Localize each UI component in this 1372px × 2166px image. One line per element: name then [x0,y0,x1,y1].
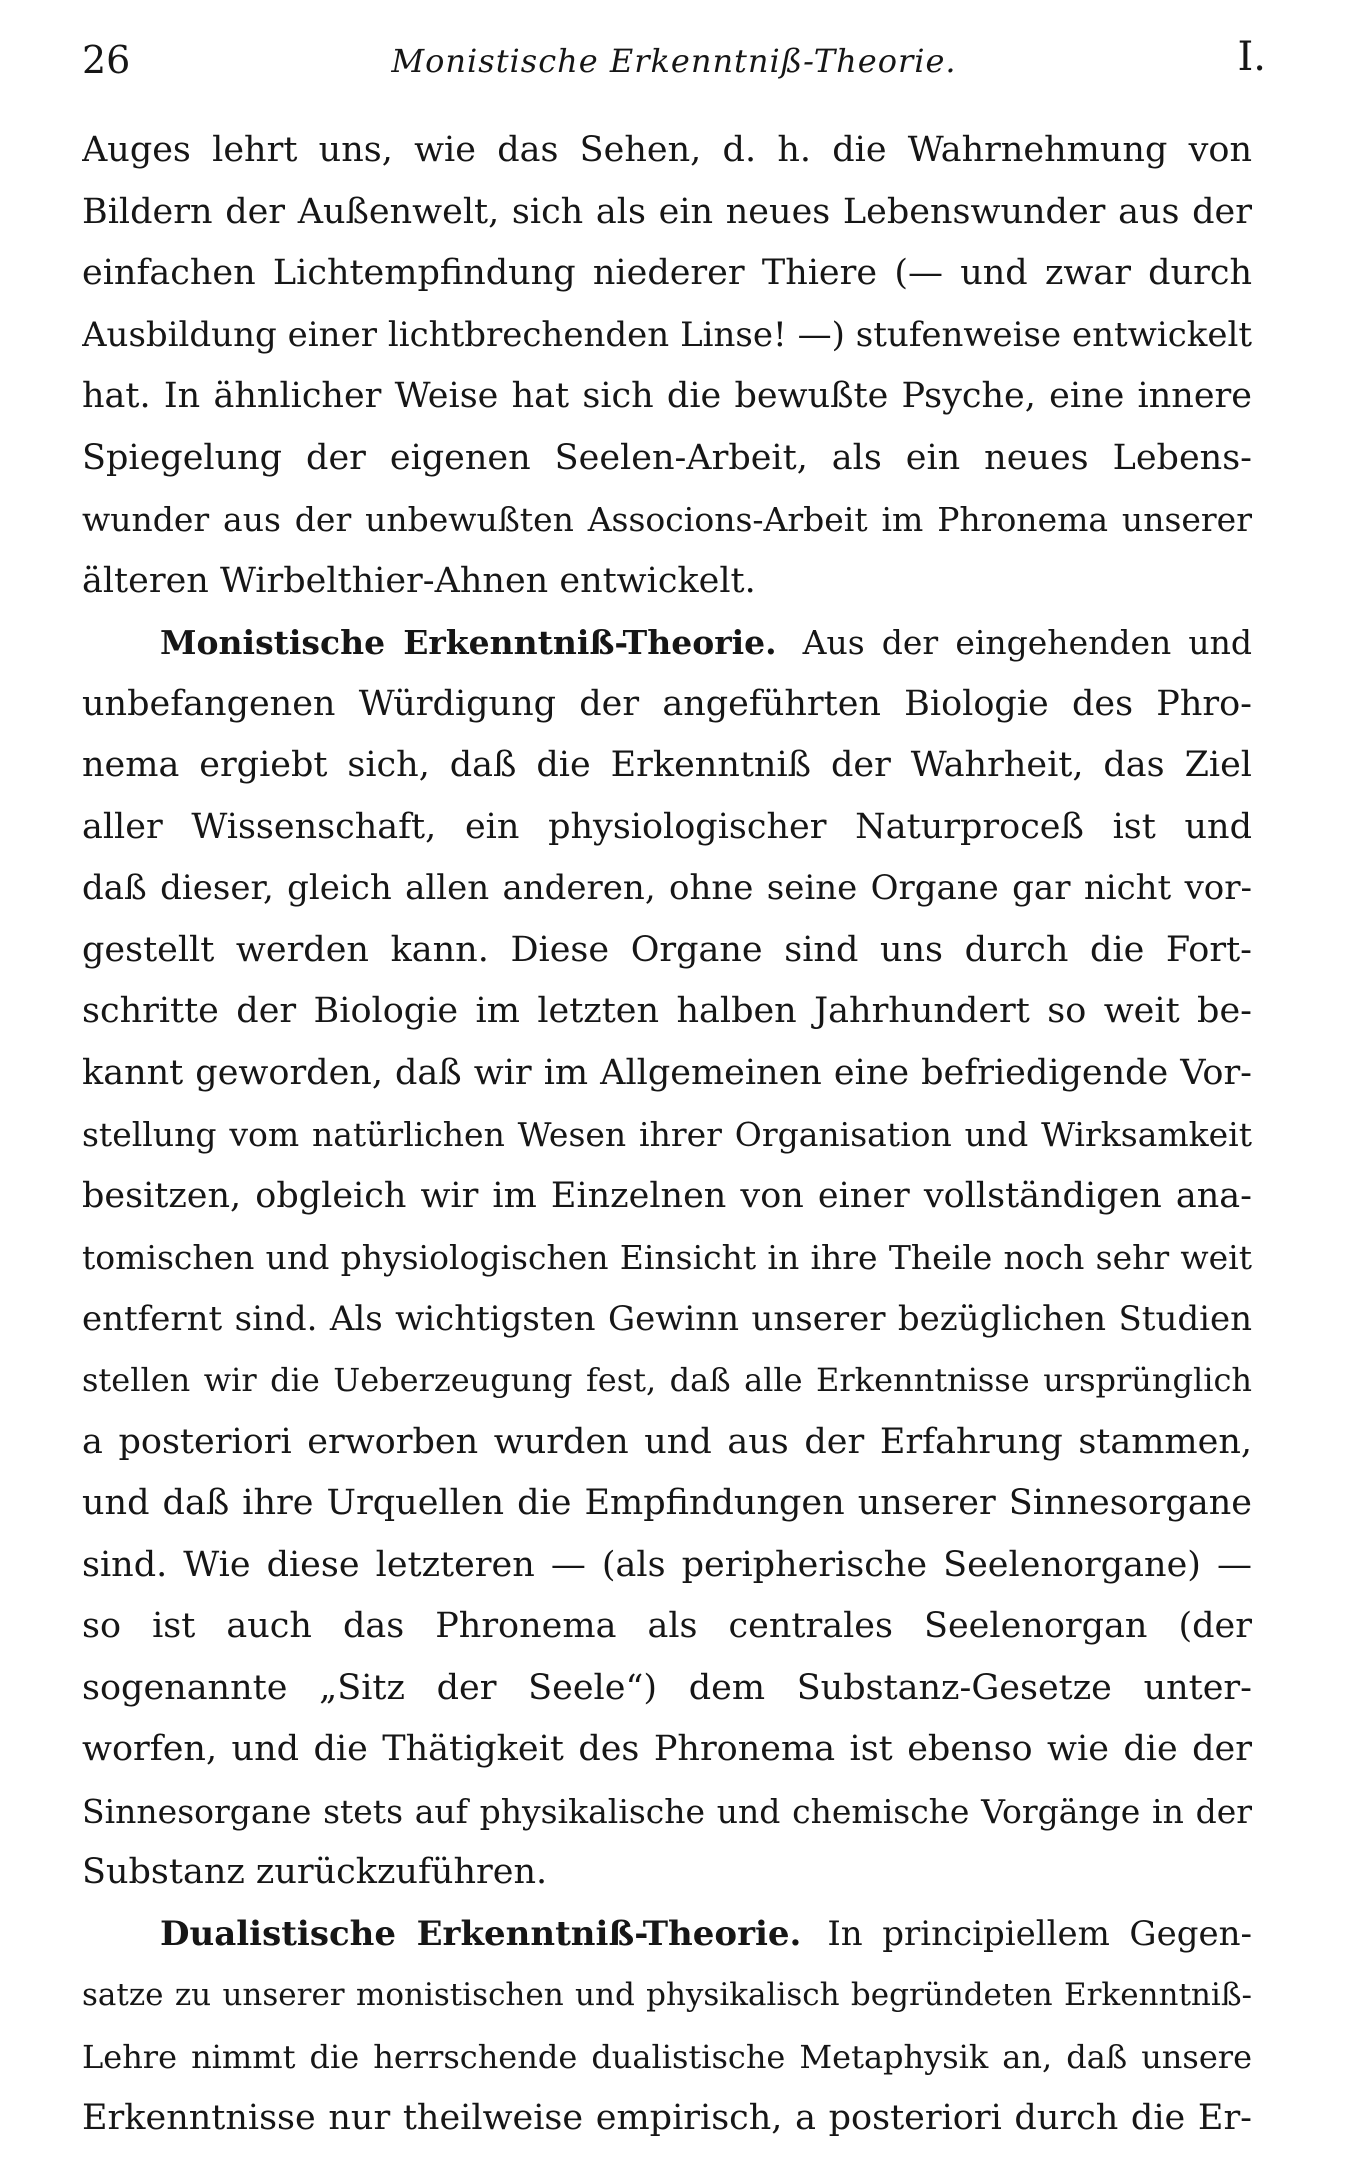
text-line: Sinnesorgane stets auf physikalische und chemische Vorgänge in der [82,1791,1252,1831]
text-line: kannt geworden, daß wir im Allgemeinen eine befriedigende Vor- [82,1052,1252,1093]
text-line: Ausbildung einer lichtbrechenden Linse! —) stufenweise entwickelt [82,314,1252,355]
text-line: stellung vom natürlichen Wesen ihrer Organisation und Wirksamkeit [82,1115,1252,1154]
text-line: a posteriori erworben wurden und aus der Erfahrung stammen, [82,1421,1252,1462]
paragraph-continuation [82,120,1252,612]
section-heading-dualistic: Dualistische Erkenntniß-Theorie. [160,1913,802,1954]
text-line: gestellt werden kann. Diese Organe sind uns durch die Fort- [82,929,1252,970]
text-line: einfachen Lichtempfindung niederer Thiere (— und zwar durch [82,253,1252,293]
text-line: aller Wissenschaft, ein physiologischer Naturproceß ist und [82,806,1252,847]
text-line: Lehre nimmt die herrschende dualistische Metaphysik an, daß unsere [82,2037,1252,2076]
text-line: worfen, und die Thätigkeit des Phronema ist ebenso wie die der [82,1729,1252,1769]
text-line: Spiegelung der eigenen Seelen-Arbeit, als ein neues Lebens- [82,437,1252,478]
text-line: so ist auch das Phronema als centrales Seelenorgan (der [82,1606,1252,1646]
text-line: besitzen, obgleich wir im Einzelnen von einer vollständigen ana- [82,1175,1252,1216]
text-line: nema ergiebt sich, daß die Erkenntniß der Wahrheit, das Ziel [82,745,1252,785]
text-line [82,612,1252,674]
text-line: satze zu unserer monistischen und physikalisch begründeten Erkenntniß- [82,1977,1252,2013]
text-line: unbefangenen Würdigung der angeführten Biologie des Phro- [82,683,1252,724]
text-line: Erkenntnisse nur theilweise empirisch, a posteriori durch die Er- [82,2098,1252,2138]
text-line: Auges lehrt uns, wie das Sehen, d. h. die Wahrnehmung von [82,130,1252,170]
signature-mark: I. [1237,34,1266,80]
text-line: sogenannte „Sitz der Seele“) dem Substanz-Gesetze unter- [82,1667,1252,1708]
text-line [82,1904,1252,1966]
text-fragment: In principiellem Gegen- [827,1913,1252,1954]
text-line: schritte der Biologie im letzten halben Jahrhundert so weit be- [82,991,1252,1031]
text-line: Bildern der Außenwelt, sich als ein neues Lebenswunder aus der [82,191,1252,232]
text-line: wunder aus der unbewußten Associons-Arbeit im Phronema unserer [82,500,1252,539]
paragraph-dualistic [82,1904,1252,2150]
paragraph-monistic [82,612,1252,1904]
page-header [82,30,1266,92]
text-line: Substanz zurückzuführen. [82,1852,548,1892]
page-number: 26 [82,38,131,82]
text-line: entfernt sind. Als wichtigsten Gewinn unserer bezüglichen Studien [82,1298,1252,1339]
text-fragment: Aus der eingehenden und [802,623,1252,662]
text-line: stellen wir die Ueberzeugung fest, daß alle Erkenntnisse ursprünglich [82,1361,1252,1399]
text-line: daß dieser, gleich allen anderen, ohne seine Organe gar nicht vor- [82,868,1252,908]
running-title: Monistische Erkenntniß-Theorie. [391,42,957,80]
section-heading-monistic: Monistische Erkenntniß-Theorie. [160,623,777,662]
text-line: hat. In ähnlicher Weise hat sich die bewußte Psyche, eine innere [82,376,1252,416]
text-body [82,120,1252,2150]
text-line: sind. Wie diese letzteren — (als peripherische Seelenorgane) — [82,1544,1252,1585]
text-line: tomischen und physiologischen Einsicht in ihre Theile noch sehr weit [82,1238,1252,1277]
text-line: älteren Wirbelthier-Ahnen entwickelt. [82,560,756,601]
text-line: und daß ihre Urquellen die Empfindungen unserer Sinnesorgane [82,1483,1252,1523]
